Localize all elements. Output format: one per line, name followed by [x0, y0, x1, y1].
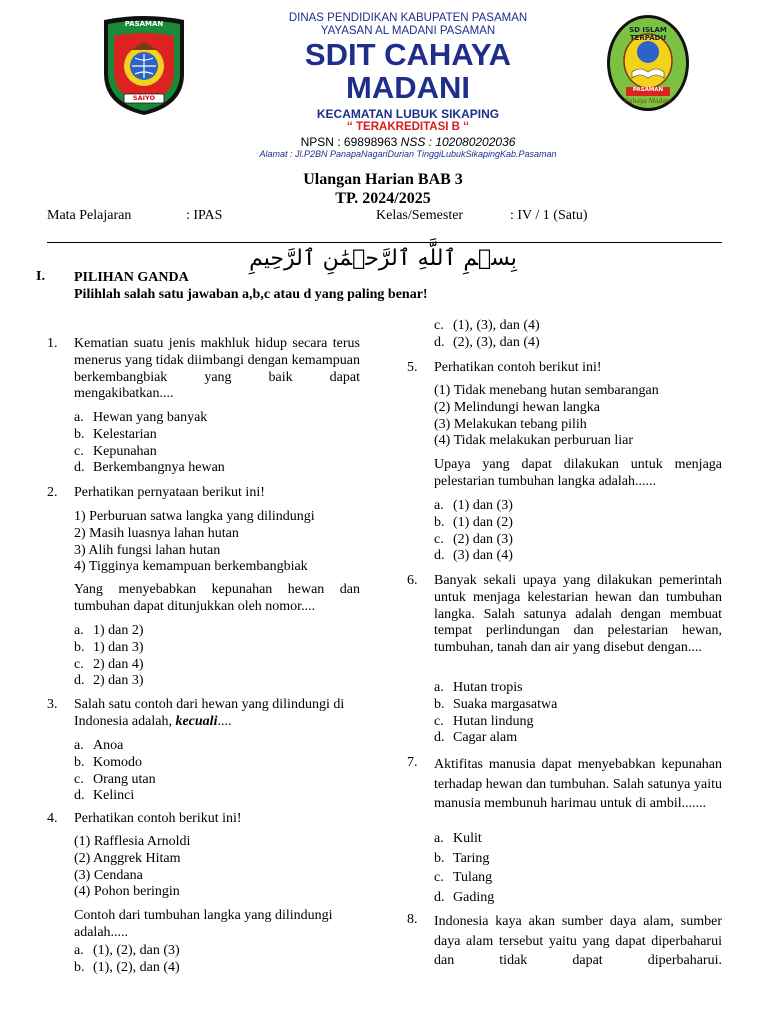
option-a[interactable] [434, 498, 714, 515]
option-text: (1), (2), dan (3) [93, 943, 180, 958]
section-heading [74, 269, 428, 303]
right-logo-text-top: SD ISLAM TERPADU [629, 26, 667, 42]
statement-item: 4) Tigginya kemampuan berkembangbiak [74, 559, 308, 575]
option-list [74, 410, 354, 477]
option-letter: b. [434, 514, 445, 530]
nss: NSS : 102080202036 [400, 135, 516, 149]
statement-item: 1) Perburuan satwa langka yang dilindungi [74, 509, 315, 524]
option-text: Suaka margasatwa [453, 696, 558, 712]
option-b[interactable] [74, 960, 354, 977]
option-text: Kelinci [93, 788, 135, 804]
option-letter: d. [434, 889, 445, 905]
example-item: (1) Rafflesia Arnoldi [74, 834, 191, 849]
question-text [74, 697, 360, 731]
exam-title: Ulangan Harian BAB 3 [303, 171, 463, 188]
district-name: KECAMATAN LUBUK SIKAPING [316, 107, 500, 121]
question-4-continued [434, 318, 714, 352]
option-letter: c. [434, 713, 444, 729]
option-letter: d. [74, 788, 85, 804]
option-text: Berkembangnya hewan [93, 460, 225, 476]
option-b[interactable] [74, 640, 354, 657]
option-c[interactable] [434, 868, 714, 888]
question-number: 2. [47, 485, 58, 500]
option-a[interactable] [74, 943, 354, 960]
section-instruction: Pilihlah salah satu jawaban a,b,c atau d yang paling benar! [74, 287, 428, 302]
option-text: Komodo [93, 754, 142, 770]
question-text: Perhatikan contoh berikut ini! [74, 811, 242, 826]
option-text: Kelestarian [93, 426, 157, 442]
option-c[interactable] [74, 772, 354, 789]
example-item: (4) Pohon beringin [74, 884, 180, 900]
option-text: (1) dan (3) [453, 498, 513, 513]
option-list [74, 623, 354, 690]
question-text: Indonesia kaya akan sumber daya alam, sumber daya alam tersebut yaitu yang dapat diperbaharui dan tidak dapat diperbaharui. [434, 914, 722, 968]
option-letter: c. [74, 443, 84, 459]
question-text-2: Yang menyebabkan kepunahan hewan dan tumbuhan dapat ditunjukkan oleh nomor.... [74, 582, 360, 614]
option-letter: d. [74, 460, 85, 476]
option-text: Tulang [453, 870, 493, 885]
example-item: (3) Cendana [74, 867, 143, 883]
question-text-ellipsis: .... [217, 713, 232, 729]
option-letter: b. [74, 639, 85, 655]
school-name-line1: SDIT CAHAYA [304, 37, 512, 72]
option-a[interactable] [74, 738, 354, 755]
statement-item: 2) Masih luasnya lahan hutan [74, 525, 239, 541]
option-text: Hewan yang banyak [93, 410, 208, 425]
option-letter: d. [434, 730, 445, 746]
header-divider [47, 242, 722, 243]
option-c[interactable] [434, 532, 714, 549]
option-list [434, 498, 714, 565]
option-d[interactable] [434, 548, 714, 565]
option-list [74, 738, 354, 805]
question-number: 5. [407, 360, 418, 375]
option-b[interactable] [434, 515, 714, 532]
statement-item: 3) Alih fungsi lahan hutan [74, 542, 221, 558]
section-number: I. [36, 269, 45, 284]
option-text: Kulit [453, 831, 482, 846]
school-name-line2: MADANI [346, 70, 470, 105]
question-number: 3. [47, 697, 58, 712]
option-c[interactable] [74, 444, 354, 461]
school-logo [606, 14, 690, 112]
option-text: Gading [453, 889, 495, 905]
option-text: (2), (3), dan (4) [453, 334, 540, 350]
option-letter: a. [74, 623, 84, 638]
option-list [434, 829, 714, 907]
option-letter: a. [434, 498, 444, 513]
option-letter: a. [434, 680, 444, 695]
option-a[interactable] [74, 623, 354, 640]
right-logo-text-mid: PASAMAN [632, 87, 664, 93]
question-text-2: Upaya yang dapat dilakukan untuk menjaga pelestarian tumbuhan langka adalah...... [434, 457, 722, 489]
exam-year: TP. 2024/2025 [335, 190, 431, 207]
agency-name: DINAS PENDIDIKAN KABUPATEN PASAMAN [288, 12, 528, 24]
option-letter: b. [434, 850, 445, 866]
question-text: Perhatikan pernyataan berikut ini! [74, 485, 265, 500]
option-d[interactable] [434, 730, 714, 747]
example-item: (2) Melindungi hewan langka [434, 399, 601, 415]
option-text: 1) dan 3) [93, 639, 144, 655]
option-letter: c. [434, 531, 444, 547]
option-c[interactable] [434, 714, 714, 731]
example-item: (3) Melakukan tebang pilih [434, 416, 587, 432]
pasaman-regency-logo [100, 14, 188, 117]
option-text: (3) dan (4) [453, 548, 513, 564]
class-value: : IV / 1 (Satu) [510, 208, 588, 223]
option-text: (1) dan (2) [453, 514, 513, 530]
example-list [434, 383, 722, 450]
question-text: Banyak sekali upaya yang dilakukan pemerintah untuk menjaga kelestarian hewan dan tumbuhan langka. Salah satunya adalah dengan membuat tempat perlindungan dan pelestarian hewan, tumbuhan, tanah dan air yang disebut dengan.... [434, 573, 722, 656]
question-number: 4. [47, 811, 58, 826]
question-text: Perhatikan contoh berikut ini! [434, 360, 602, 375]
option-letter: d. [434, 334, 445, 350]
option-text: 2) dan 4) [93, 656, 144, 672]
statement-list [74, 509, 360, 576]
option-text: Kepunahan [93, 443, 157, 459]
school-address: Alamat : Jl.P2BN PanapaNagariDurian TinggiLubukSikapingKab.Pasaman [259, 149, 557, 159]
option-text: Orang utan [93, 771, 156, 787]
option-d[interactable] [74, 673, 354, 690]
option-text: (2) dan (3) [453, 531, 513, 547]
basmala: بِسۡمِ ٱللَّهِ ٱلرَّحۡمَٰنِ ٱلرَّحِيمِ [249, 246, 517, 271]
option-list [434, 680, 714, 747]
option-letter: c. [74, 771, 84, 787]
option-letter: b. [74, 426, 85, 442]
option-letter: b. [74, 959, 85, 975]
option-letter: a. [434, 831, 444, 846]
option-text: Anoa [93, 738, 124, 753]
school-name [230, 38, 586, 104]
subject-value: : IPAS [186, 208, 223, 223]
option-b[interactable] [74, 755, 354, 772]
option-a[interactable] [434, 680, 714, 697]
question-number: 1. [47, 336, 58, 351]
class-label: Kelas/Semester [376, 208, 464, 223]
school-ids [230, 135, 586, 149]
option-text: Hutan lindung [453, 713, 534, 729]
option-letter: c. [434, 870, 444, 885]
option-letter: b. [434, 696, 445, 712]
example-item: (4) Tidak melakukan perburuan liar [434, 433, 634, 449]
section-title: PILIHAN GANDA [74, 270, 189, 285]
option-text: 2) dan 3) [93, 673, 144, 689]
option-b[interactable] [74, 427, 354, 444]
option-letter: d. [74, 673, 85, 689]
option-d[interactable] [74, 788, 354, 805]
npsn: NPSN : 69898963 [300, 135, 401, 149]
option-b[interactable] [434, 849, 714, 869]
option-letter: b. [74, 754, 85, 770]
option-text: (1), (3), dan (4) [453, 318, 540, 333]
example-list [74, 834, 360, 901]
option-letter: c. [434, 318, 444, 333]
question-text-2: Contoh dari tumbuhan langka yang dilindungi adalah..... [74, 908, 333, 940]
option-d[interactable] [434, 335, 714, 352]
option-a[interactable] [74, 410, 354, 427]
option-text: Hutan tropis [453, 680, 523, 695]
question-number: 6. [407, 573, 418, 588]
option-text: Cagar alam [453, 730, 518, 746]
question-text-main: Salah satu contoh dari hewan yang dilindungi di Indonesia adalah, [74, 697, 345, 729]
accreditation: ‘‘ TERAKREDITASI B ‘‘ [346, 121, 470, 133]
question-text-emphasis: kecuali [175, 713, 218, 729]
option-d[interactable] [74, 460, 354, 477]
right-logo-text-bottom: Cahaya Madani [624, 98, 672, 105]
option-letter: a. [74, 943, 84, 958]
option-b[interactable] [434, 697, 714, 714]
option-c[interactable] [434, 318, 714, 335]
option-d[interactable] [434, 888, 714, 908]
option-letter: a. [74, 738, 84, 753]
option-text: (1), (2), dan (4) [93, 959, 180, 975]
subject-label: Mata Pelajaran [47, 208, 132, 223]
foundation-name: YAYASAN AL MADANI PASAMAN [320, 25, 496, 37]
example-item: (2) Anggrek Hitam [74, 850, 181, 866]
option-a[interactable] [434, 829, 714, 849]
option-text: Taring [453, 850, 490, 866]
option-letter: c. [74, 656, 84, 672]
option-text: 1) dan 2) [93, 623, 144, 638]
option-c[interactable] [74, 657, 354, 674]
left-logo-text-bottom: SAIYO [132, 94, 156, 102]
question-text: Kematian suatu jenis makhluk hidup secara terus menerus yang tidak diimbangi dengan kemampuan berkembangbiak yang baik dapat mengakibatkan.... [74, 336, 360, 402]
option-letter: a. [74, 410, 84, 425]
question-text: Aktifitas manusia dapat menyebabkan kepunahan terhadap hewan dan tumbuhan. Salah satunya yaitu manusia membunuh harimau untuk di ambil....... [434, 757, 722, 811]
question-number: 8. [407, 912, 418, 927]
example-item: (1) Tidak menebang hutan sembarangan [434, 383, 659, 398]
option-letter: d. [434, 548, 445, 564]
option-list [74, 943, 354, 977]
left-logo-text-top: PASAMAN [124, 20, 164, 28]
question-number: 7. [407, 755, 418, 770]
